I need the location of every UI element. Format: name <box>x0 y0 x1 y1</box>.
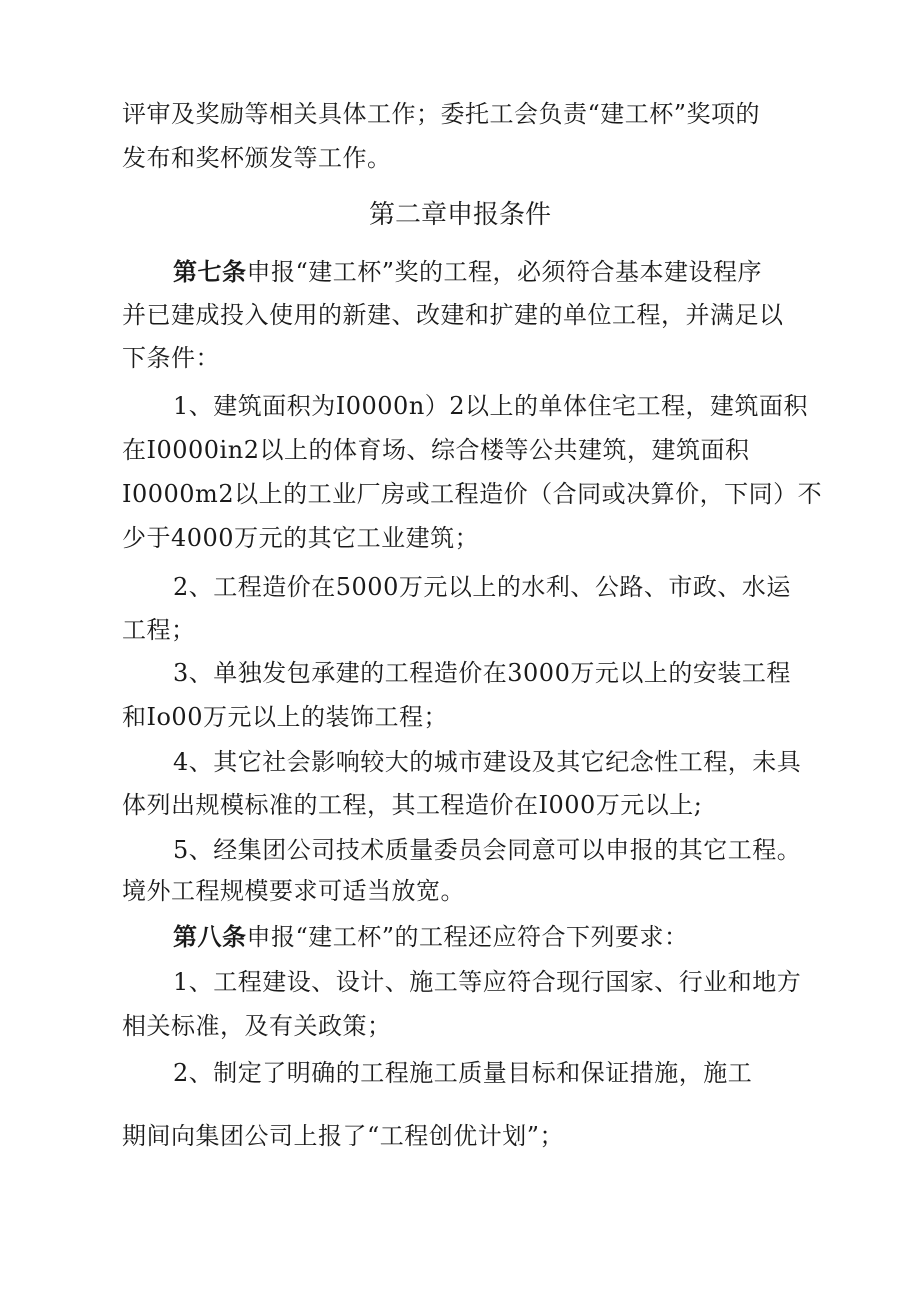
article-8-item-2-line-1: 2、制定了明确的工程施工质量目标和保证措施，施工 <box>173 1059 753 1087</box>
article-7-item-2-line-2: 工程； <box>122 616 196 644</box>
article-8-item-1-line-2: 相关标准，及有关政策； <box>122 1012 392 1040</box>
article-8-line-1-text: 申报“建工杯”的工程还应符合下列要求： <box>246 923 689 951</box>
article-7-item-2-line-1: 2、工程造价在5000万元以上的水利、公路、市政、水运 <box>173 573 791 601</box>
chapter-title: 第二章申报条件 <box>368 200 551 230</box>
article-7-item-4-line-1: 4、其它社会影响较大的城市建设及其它纪念性工程，未具 <box>173 748 802 776</box>
article-7-line-1-text: 申报“建工杯”奖的工程，必须符合基本建设程序 <box>246 258 763 286</box>
article-7-item-1-line-1: 1、建筑面积为I0000n）2以上的单体住宅工程，建筑面积 <box>173 392 809 420</box>
article-7-item-3-line-2: 和Io00万元以上的装饰工程； <box>122 703 448 731</box>
article-7-item-1-line-2: 在I0000in2以上的体育场、综合楼等公共建筑，建筑面积 <box>122 436 750 464</box>
article-7-item-1-line-4: 少于4000万元的其它工业建筑； <box>122 524 480 552</box>
article-8-item-2-line-2: 期间向集团公司上报了“工程创优计划”； <box>122 1122 565 1150</box>
article-7-heading: 第七条 <box>173 257 247 286</box>
intro-line-2: 发布和奖杯颁发等工作。 <box>122 144 392 172</box>
article-7-item-5-line-1: 5、经集团公司技术质量委员会同意可以申报的其它工程。 <box>173 836 802 864</box>
article-7-line-3: 下条件： <box>122 344 220 372</box>
intro-line-1: 评审及奖励等相关具体工作；委托工会负责“建工杯”奖项的 <box>122 100 761 128</box>
article-7-line-2: 并已建成投入使用的新建、改建和扩建的单位工程，并满足以 <box>122 301 784 329</box>
article-8-line-1 <box>173 921 689 953</box>
article-8-item-1-line-1: 1、工程建设、设计、施工等应符合现行国家、行业和地方 <box>173 968 802 996</box>
article-7-item-4-line-2: 体列出规模标准的工程，其工程造价在I000万元以上; <box>122 791 703 819</box>
article-7-line-1 <box>173 256 762 288</box>
article-7-item-5-line-2: 境外工程规模要求可适当放宽。 <box>122 877 465 905</box>
article-8-heading: 第八条 <box>173 922 247 951</box>
article-7-item-3-line-1: 3、单独发包承建的工程造价在3000万元以上的安装工程 <box>173 659 791 687</box>
article-7-item-1-line-3: I0000m2以上的工业厂房或工程造价（合同或决算价，下同）不 <box>122 480 823 508</box>
